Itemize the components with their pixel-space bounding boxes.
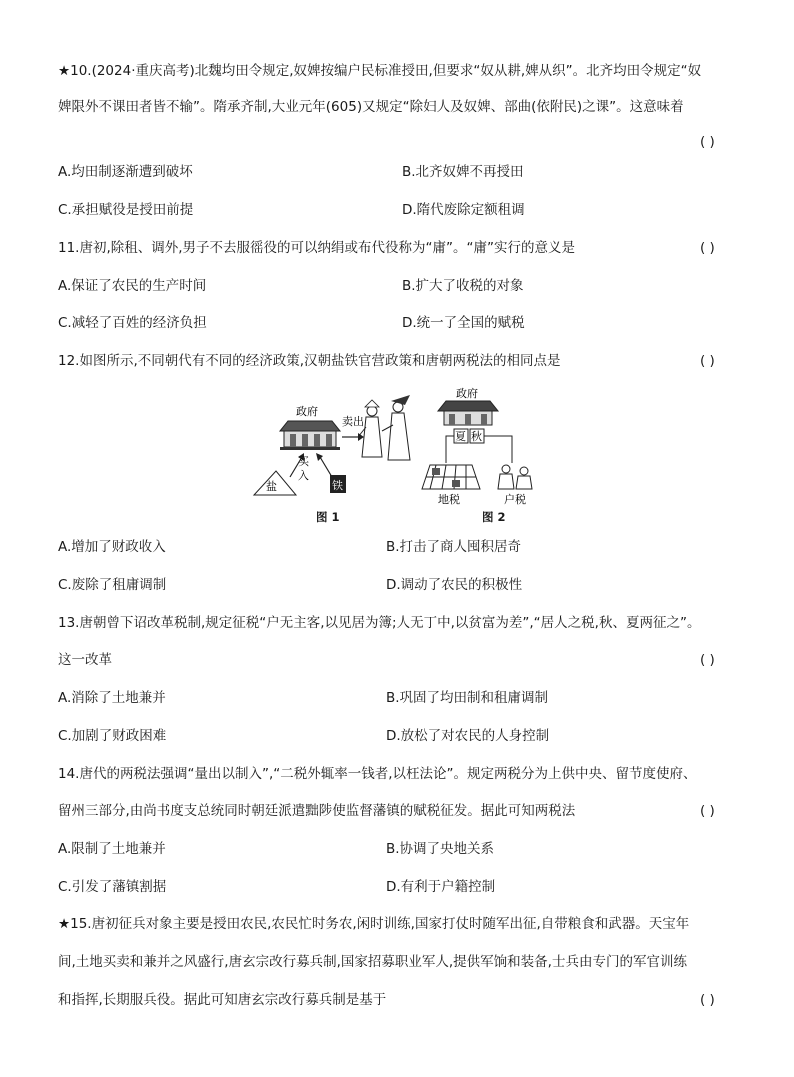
q15-stem-line2: 间,土地买卖和兼并之风盛行,唐玄宗改行募兵制,国家招募职业军人,提供军饷和装备,士兵由专门的军官训练 [58,954,687,970]
q12-figure-illustration [250,385,550,527]
fig2-summer-label: 夏 [455,430,466,443]
q13-stem-line2: 这一改革 [58,652,112,668]
fig1-buy-label-2: 入 [298,469,309,482]
q10-stem-line2: 婢限外不课田者皆不输”。隋承齐制,大业元年(605)又规定“除妇人及奴婢、部曲(依附民)之课”。这意味着 [58,99,684,115]
q10-option-b[interactable]: B.北齐奴婢不再授田 [402,164,524,180]
figure-1-caption: 图 1 [316,510,340,524]
q11-stem-line1: 11.唐初,除租、调外,男子不去服徭役的可以纳绢或布代役称为“庸”。“庸”实行的意义是 [58,240,576,256]
fig1-gov-label: 政府 [296,405,318,418]
fig1-sell-label: 卖出 [342,415,364,428]
q10-stem-line1: ★10.(2024·重庆高考)北魏均田令规定,奴婢按编户民标准授田,但要求“奴从耕,婢从织”。北齐均田令规定“奴 [58,63,702,79]
fig1-salt-label: 盐 [266,480,277,493]
fig2-connector-right [484,436,512,463]
fig2-gov-label: 政府 [456,387,478,400]
q12-stem-line1: 12.如图所示,不同朝代有不同的经济政策,汉朝盐铁官营政策和唐朝两税法的相同点是 [58,353,561,369]
fig2-fields-icon [422,465,480,489]
fig2-government-building-icon [438,401,498,425]
q10-answer-blank[interactable]: ( ) [700,134,715,150]
q13-option-a[interactable]: A.消除了土地兼并 [58,690,166,706]
fig1-sell-arrowhead [358,433,364,441]
q10-option-a[interactable]: A.均田制逐渐遭到破坏 [58,164,193,180]
fig1-buy-label-1: 买 [298,455,309,468]
q11-option-d[interactable]: D.统一了全国的赋税 [402,315,525,331]
fig1-iron-label: 铁 [332,479,343,492]
q12-answer-blank[interactable]: ( ) [700,353,715,369]
fig2-connector-left [446,436,454,463]
q14-option-c[interactable]: C.引发了藩镇割据 [58,879,167,895]
fig1-merchant-figures-icon [358,395,410,460]
q12-option-c[interactable]: C.废除了租庸调制 [58,577,167,593]
q14-answer-blank[interactable]: ( ) [700,803,715,819]
q10-option-c[interactable]: C.承担赋役是授田前提 [58,202,194,218]
figure-2-caption: 图 2 [482,510,506,524]
fig2-autumn-label: 秋 [471,430,482,443]
q11-option-c[interactable]: C.减轻了百姓的经济负担 [58,315,207,331]
q11-answer-blank[interactable]: ( ) [700,240,715,256]
q12-option-d[interactable]: D.调动了农民的积极性 [386,577,523,593]
q14-stem-line1: 14.唐代的两税法强调“量出以制入”,“二税外辄率一钱者,以枉法论”。规定两税分为上供中央、留节度使府、 [58,766,697,782]
q12-option-a[interactable]: A.增加了财政收入 [58,539,166,555]
q13-answer-blank[interactable]: ( ) [700,652,715,668]
q13-option-b[interactable]: B.巩固了均田制和租庸调制 [386,690,549,706]
q15-answer-blank[interactable]: ( ) [700,992,715,1008]
q14-option-d[interactable]: D.有利于户籍控制 [386,879,496,895]
q12-option-b[interactable]: B.打击了商人囤积居奇 [386,539,522,555]
q13-option-d[interactable]: D.放松了对农民的人身控制 [386,728,550,744]
q13-stem-line1: 13.唐朝曾下诏改革税制,规定征税“户无主客,以见居为簿;人无丁中,以贫富为差”,“居人之税,秋、夏两征之”。 [58,615,701,631]
q15-stem-line3: 和指挥,长期服兵役。据此可知唐玄宗改行募兵制是基于 [58,992,387,1008]
fig1-buy-arrow-right [320,457,332,477]
fig1-government-building-icon [280,421,340,450]
q11-option-b[interactable]: B.扩大了收税的对象 [402,278,524,294]
fig2-household-figures-icon [498,465,532,489]
q10-option-d[interactable]: D.隋代废除定额租调 [402,202,525,218]
q11-option-a[interactable]: A.保证了农民的生产时间 [58,278,207,294]
q15-stem-line1: ★15.唐初征兵对象主要是授田农民,农民忙时务农,闲时训练,国家打仗时随军出征,自带粮食和武器。天宝年 [58,916,690,932]
fig2-land-tax-label: 地税 [438,493,460,506]
q14-option-b[interactable]: B.协调了央地关系 [386,841,495,857]
q13-option-c[interactable]: C.加剧了财政困难 [58,728,167,744]
q12-figure [250,385,550,527]
q14-option-a[interactable]: A.限制了土地兼并 [58,841,166,857]
fig2-household-tax-label: 户税 [504,493,526,506]
q14-stem-line2: 留州三部分,由尚书度支总统同时朝廷派遣黜陟使监督藩镇的赋税征发。据此可知两税法 [58,803,576,819]
